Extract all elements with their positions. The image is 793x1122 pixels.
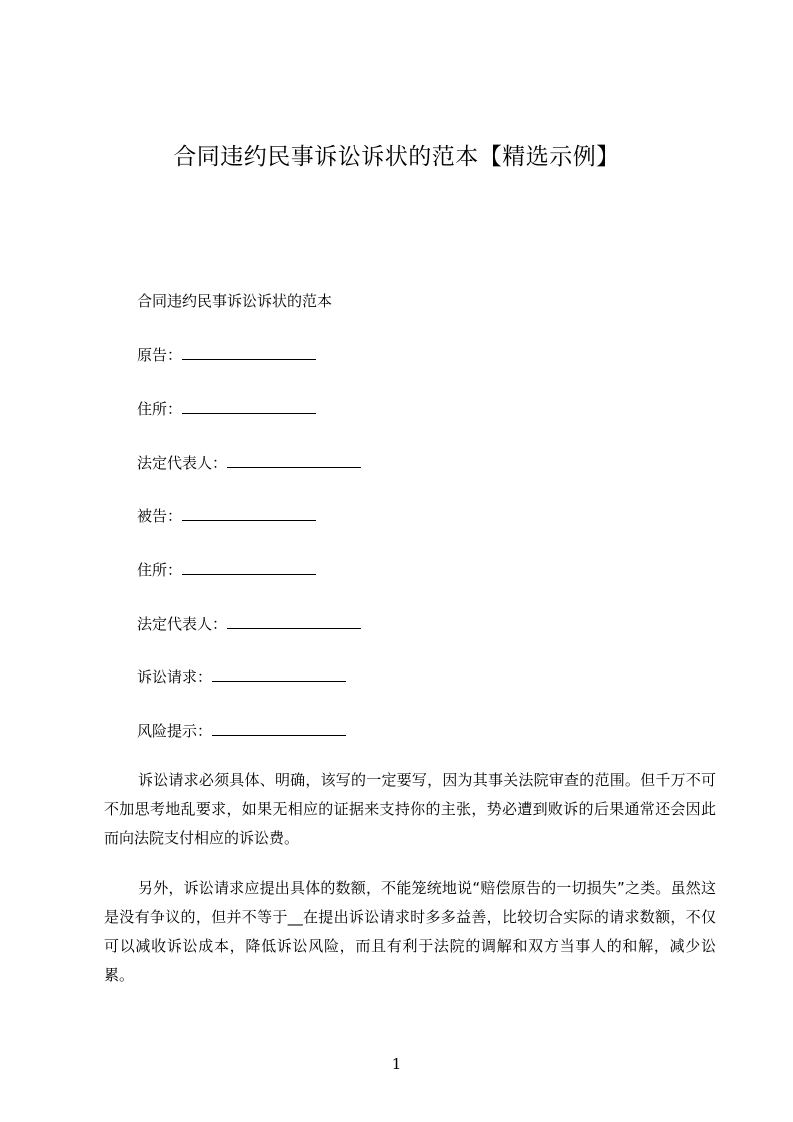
field-risk-notice [137,721,346,741]
field-label: 风险提示： [137,722,213,740]
fill-in-blank [227,453,361,468]
document-subtitle: 合同违约民事诉讼诉状的范本 [137,292,333,310]
field-defendant-legal-representative [137,614,361,634]
field-label: 法定代表人： [137,454,228,472]
fill-in-blank [182,560,316,575]
body-paragraph: 诉讼请求必须具体、明确，该写的一定要写，因为其事关法院审查的范围。但千万不可不加思考地乱要求，如果无相应的证据来支持你的主张，势必遭到败诉的后果通常还会因此而向法院支付相应的诉讼费。 [104,771,716,847]
document-title: 合同违约民事诉讼诉状的范本【精选示例】 [173,144,620,170]
field-plaintiff-legal-representative [137,453,361,473]
fill-in-blank [182,345,316,360]
field-defendant-address [137,560,316,580]
fill-in-blank [212,667,346,682]
fill-in-blank [212,721,346,736]
body-paragraph: 另外，诉讼请求应提出具体的数额，不能笼统地说“赔偿原告的一切损失”之类。虽然这是没有争议的，但并不等于__在提出诉讼请求时多多益善，比较切合实际的请求数额，不仅可以减收诉讼成本，降低诉讼风险，而且有利于法院的调解和双方当事人的和解，减少讼累。 [104,879,716,984]
field-label: 法定代表人： [137,615,228,633]
field-label: 住所： [137,561,183,579]
fill-in-blank [182,399,316,414]
field-plaintiff [137,345,316,365]
field-plaintiff-address [137,399,316,419]
field-label: 诉讼请求： [137,668,213,686]
field-claims [137,667,346,687]
field-label: 住所： [137,400,183,418]
field-label: 被告： [137,507,183,525]
field-defendant [137,506,316,526]
fill-in-blank [182,506,316,521]
page-number: 1 [391,1055,402,1073]
field-label: 原告： [137,346,183,364]
fill-in-blank [227,614,361,629]
